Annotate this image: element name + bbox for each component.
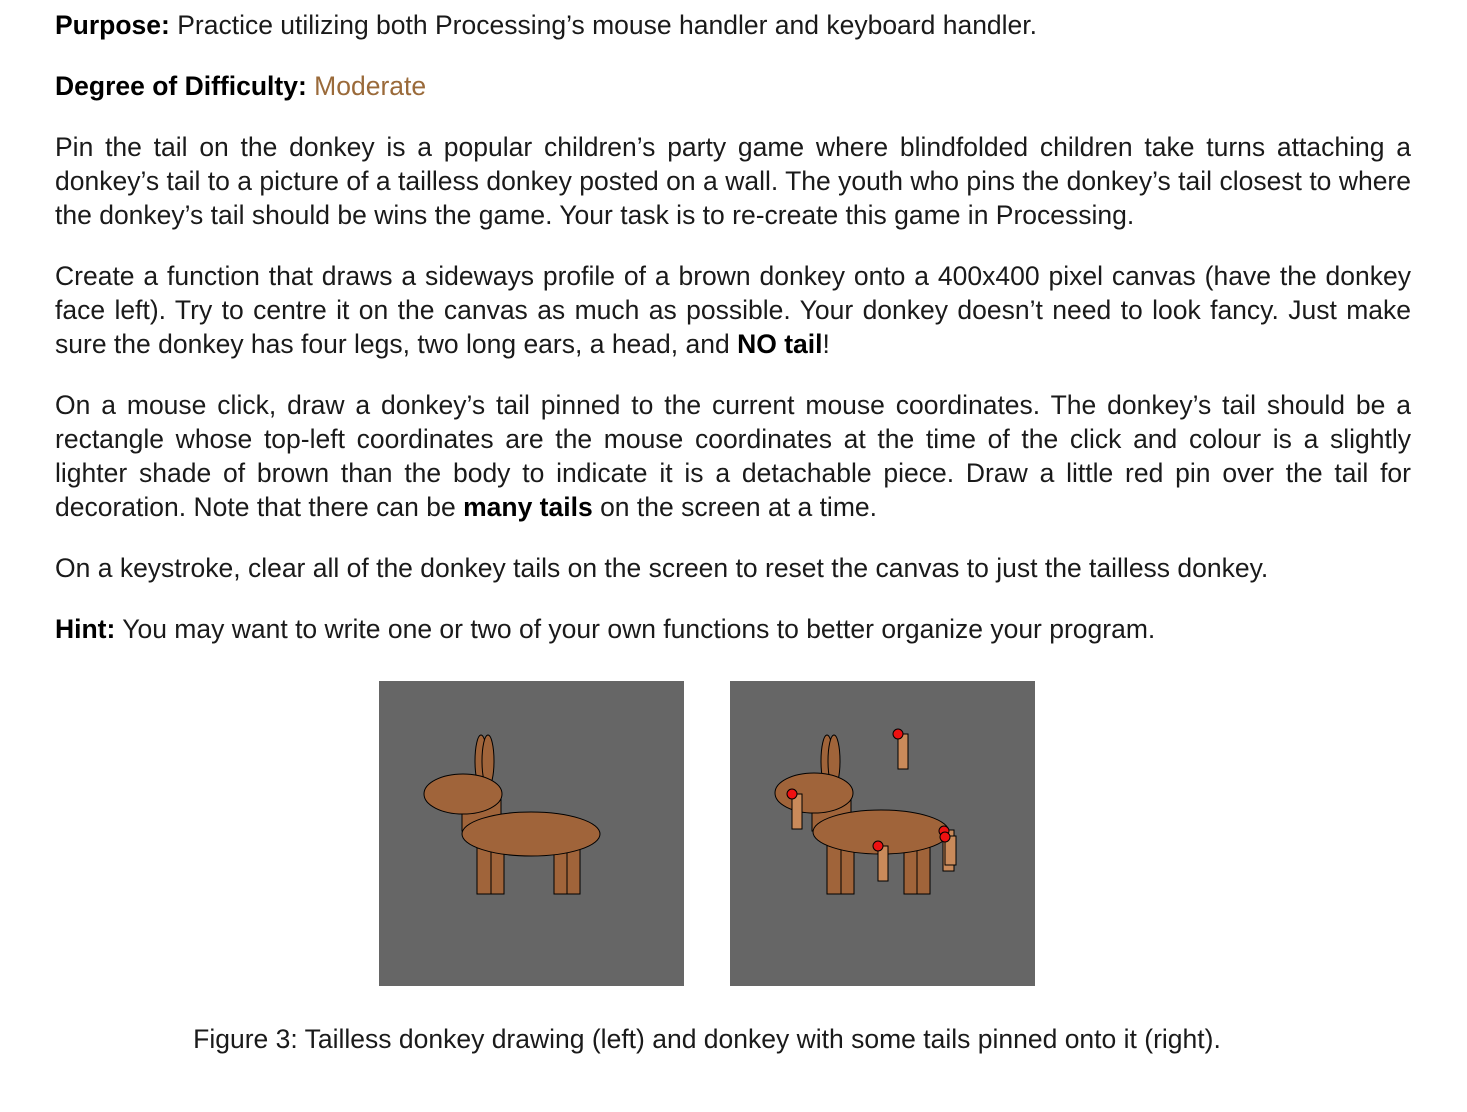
purpose-label: Purpose:	[55, 10, 170, 40]
keystroke-paragraph: On a keystroke, clear all of the donkey tails on the screen to reset the canvas to just the tailless donkey.	[55, 553, 1269, 583]
donkey	[424, 735, 600, 894]
donkey-with-tails-drawing	[730, 681, 1035, 986]
no-tail-emphasis: NO tail	[737, 329, 823, 359]
figure-tailless-donkey	[379, 681, 684, 986]
pin-icon	[787, 789, 797, 799]
difficulty-line	[55, 69, 1411, 103]
intro-paragraph: Pin the tail on the donkey is a popular children’s party game where blindfolded children take turns attaching a donkey’s tail to a picture of a tailless donkey posted on a wall. The youth who pins the donkey’s tail closest to where the donkey’s tail should be wins the game. Your task is to re-create this game in Processing.	[55, 132, 1411, 230]
body	[462, 812, 600, 856]
many-tails-emphasis: many tails	[463, 492, 593, 522]
assignment-document	[55, 8, 1411, 673]
difficulty-label: Degree of Difficulty:	[55, 71, 307, 101]
purpose-line	[55, 8, 1411, 42]
tailless-donkey-drawing	[379, 681, 684, 986]
create-paragraph	[55, 259, 1411, 361]
purpose-text: Practice utilizing both Processing’s mouse handler and keyboard handler.	[169, 10, 1038, 40]
create-text: Create a function that draws a sideways profile of a brown donkey onto a 400x400 pixel canvas (have the donkey face left). Try to centre it on the canvas as much as possible. Your donkey doesn’t need to look fancy. Just make sure the donkey has four legs, two long ears, a head, and	[55, 261, 1411, 359]
head	[424, 774, 502, 814]
figure-caption: Figure 3: Tailless donkey drawing (left) and donkey with some tails pinned onto it (right).	[193, 1024, 1221, 1054]
difficulty-value: Moderate	[314, 71, 427, 101]
figure-donkey-with-tails	[730, 681, 1035, 986]
mouse-paragraph	[55, 388, 1411, 524]
hint-label: Hint:	[55, 614, 116, 644]
pin-icon	[893, 729, 903, 739]
pin-icon	[873, 841, 883, 851]
mouse-end: on the screen at a time.	[592, 492, 877, 522]
hint-text: You may want to write one or two of your own functions to better organize your program.	[115, 614, 1156, 644]
mouse-text: On a mouse click, draw a donkey’s tail pinned to the current mouse coordinates. The donkey’s tail should be a rectangle whose top-left coordinates are the mouse coordinates at the time of the click and colour is a slightly lighter shade of brown than the body to indicate it is a detachable piece. Draw a little red pin over the tail for decoration. Note that there can be	[55, 390, 1411, 522]
pin-icon	[940, 832, 950, 842]
hint-line	[55, 612, 1411, 646]
create-end: !	[822, 329, 830, 359]
